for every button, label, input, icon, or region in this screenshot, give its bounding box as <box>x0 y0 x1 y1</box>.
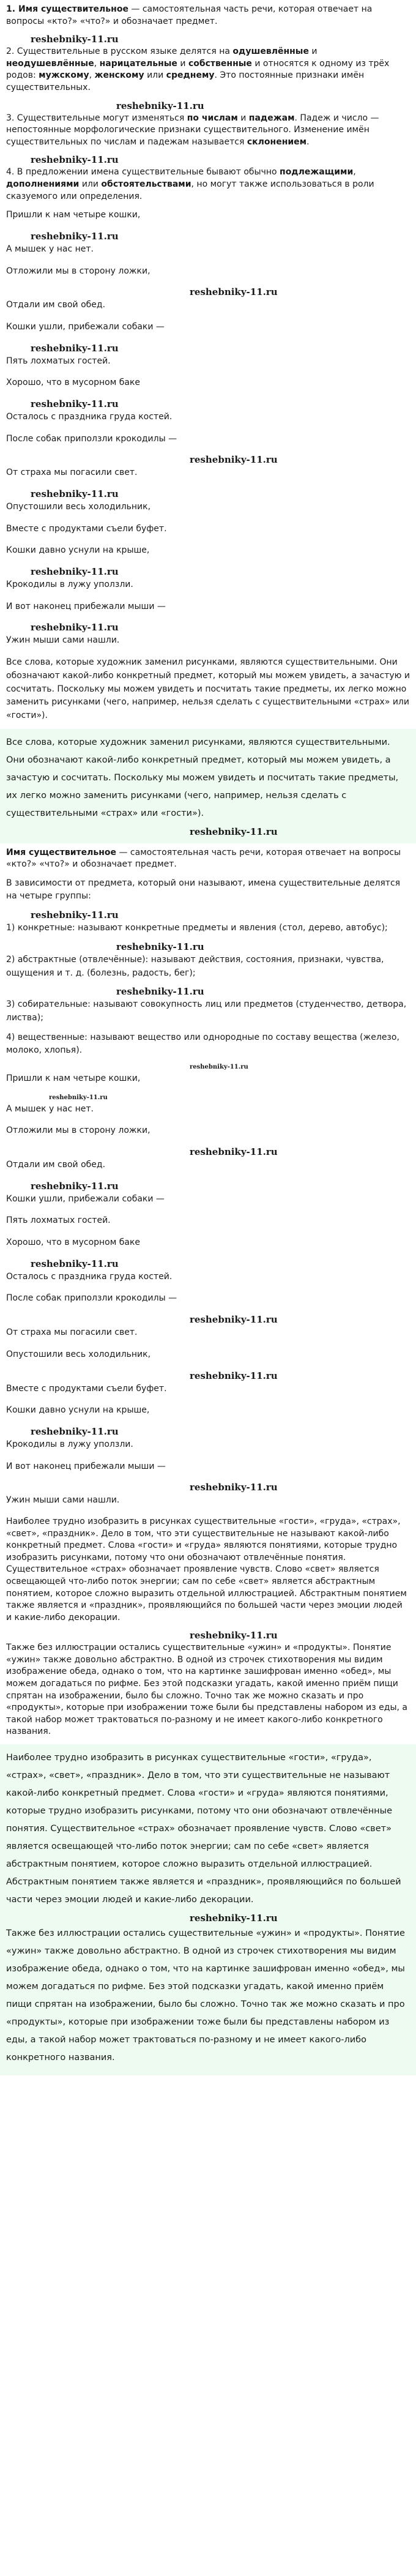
poem-line: Кошки ушли, прибежали собаки — <box>6 321 165 332</box>
poem-line: После собак приползли крокодилы — <box>6 1293 177 1304</box>
analysis-paragraph-1: Наиболее трудно изобразить в рисунках существительные «гости», «груда», «страх», «свет», «праздник». Дело в том, что эти существительные не называют какой-либо конкретный предмет. Слова «гости» и «груда» являются понятиями, которые трудно изобразить рисунками, потому что они обозначают отвлечённые понятия. Существительное «страх» обозначает проявление чувств. Слово «свет» является освещающей что-либо поток энергии; сам по себе «свет» является абстрактным понятием, которое сложно выразить отдельной иллюстрацией. Абстрактным понятием также является и «праздник», проявляющийся по большей части через эмоции людей и какие-либо декорации. <box>6 1516 407 1622</box>
theory-text: — самостоятельная часть речи, которая отвечает на вопросы «кто?» «что?» и обозначает предмет. <box>6 4 373 26</box>
group-item: 1) конкретные: называют конкретные предметы и явления (стол, дерево, автобус); <box>6 923 388 933</box>
poem-line: Пять лохматых гостей. <box>6 356 111 366</box>
theory-text: . Это постоянные признаки имён существительных. <box>6 70 365 92</box>
analysis-paragraph-highlighted-1: Наиболее трудно изобразить в рисунках существительные «гости», «груда», «страх», «свет», «праздник». Дело в том, что эти существительные не называют какой-либо конкретный предмет. Слова «гости» и «груда» являются понятиями, которые трудно изобразить рисунками, потому что они обозначают отвлечённые понятия. Существительное «страх» обозначает проявление чувств. Слово «свет» является освещающей что-либо поток энергии; сам по себе «свет» является абстрактным понятием, которое сложно выразить отдельной иллюстрацией. Абстрактным понятием также является и «праздник», проявляющийся по большей части через эмоции людей и какие-либо декорации. <box>6 1753 401 1905</box>
poem-line: Вместе с продуктами съели буфет. <box>6 1383 167 1394</box>
poem-line: Кошки давно уснули на крыше, <box>6 545 150 556</box>
analysis-paragraph-highlighted-2: Также без иллюстрации остались существительные «ужин» и «продукты». Понятие «ужин» также довольно абстрактно. В одной из строчек стихотворения мы видим изображение обеда, однако о том, что на картинке зашифрован именно «обед», мы можем догадаться по рифме. Без этой подсказки угадать, какой именно приём пищи спрятан на изображении, было бы сложно. Точно так же можно сказать и про «продукты», которые при изображении тоже были бы представлены набором из еды, а такой набор может трактоваться по-разному и не имеет какого-либо конкретного названия. <box>6 1928 405 2063</box>
poem-line: Крокодилы в лужу уползли. <box>6 1439 133 1449</box>
watermark: reshebniky-11.ru <box>116 986 204 998</box>
theory-term: нарицательные <box>99 58 177 69</box>
watermark: reshebniky-11.ru <box>31 342 119 354</box>
highlighted-answer <box>0 729 416 843</box>
theory-point-1 <box>6 4 410 28</box>
theory-term: мужскому <box>39 70 89 81</box>
poem-line: После собак приползли крокодилы — <box>6 433 177 444</box>
poem-line: А мышек у нас нет. <box>6 1103 94 1114</box>
theory-text: и <box>177 58 188 69</box>
poem-line: Отдали им свой обед. <box>6 300 106 310</box>
poem-line: Отдали им свой обед. <box>6 1160 106 1170</box>
theory-term: женскому <box>94 70 144 81</box>
poem-line: От страха мы погасили свет. <box>6 1327 138 1338</box>
answer-text-highlighted: Все слова, которые художник заменил рисунками, являются существительными. Они обозначают какой-либо конкретный предмет, который мы можем увидеть, а зачастую и сосчитать. Поскольку мы можем увидеть и посчитать такие предметы, их легко можно заменить рисунками (чего, например, нельзя сделать с существительными «страх» или «гости»). <box>6 737 399 818</box>
theory-text: и относятся к одному из трёх родов: <box>6 58 390 81</box>
watermark: reshebniky-11.ru <box>190 826 278 837</box>
theory-term: обстоятельствами <box>101 179 191 189</box>
watermark: reshebniky-11.ru <box>190 1913 278 1924</box>
theory-term: собственные <box>188 58 252 69</box>
watermark: reshebniky-11.ru <box>190 454 278 466</box>
theory2-section <box>6 847 410 1058</box>
theory-text: или <box>79 179 102 189</box>
watermark: reshebniky-11.ru <box>31 34 119 45</box>
watermark: reshebniky-11.ru <box>116 941 204 952</box>
theory-term: дополнениями <box>6 179 80 189</box>
poem-line: Вместе с продуктами съели буфет. <box>6 523 167 534</box>
poem-line: Ужин мыши сами нашли. <box>6 635 120 646</box>
theory-text: , <box>353 167 356 177</box>
watermark: reshebniky-11.ru <box>190 1630 278 1641</box>
poem-line: Отложили мы в сторону ложки, <box>6 1126 150 1136</box>
definition <box>6 847 410 871</box>
poem-line: Пришли к нам четыре кошки, <box>6 210 141 220</box>
theory-section <box>6 4 410 203</box>
poem-line: Пять лохматых гостей. <box>6 1215 111 1226</box>
theory-text: . <box>306 136 310 147</box>
poem-line: От страха мы погасили свет. <box>6 468 138 478</box>
theory-term: склонением <box>247 136 307 147</box>
theory-text: , <box>89 70 95 81</box>
group-item: 2) абстрактные (отвлечённые): называют действия, состояния, признаки, чувства, ощущения и т. д. (болезнь, радость, бег); <box>6 954 384 978</box>
watermark: reshebniky-11.ru <box>190 1370 278 1381</box>
highlighted-analysis <box>0 1744 416 2075</box>
watermark: reshebniky-11.ru <box>31 1180 119 1192</box>
watermark: reshebniky-11.ru <box>31 154 119 166</box>
watermark: reshebniky-11.ru <box>31 909 119 921</box>
watermark: reshebniky-11.ru <box>116 100 204 111</box>
watermark: reshebniky-11.ru <box>31 230 119 242</box>
group-item: 3) собирательные: называют совокупность лиц или предметов (студенчество, детвора, листва); <box>6 999 407 1023</box>
poem-block-1 <box>6 209 410 648</box>
poem-line: Отложили мы в сторону ложки, <box>6 266 150 276</box>
poem-line: Хорошо, что в мусорном баке <box>6 378 141 388</box>
poem-line: Кошки давно уснули на крыше, <box>6 1405 150 1416</box>
watermark: reshebniky-11.ru <box>31 1258 119 1269</box>
answer-text: Все слова, которые художник заменил рисунками, являются существительными. Они обозначают какой-либо конкретный предмет, который мы можем увидеть, а зачастую и сосчитать. Поскольку мы можем увидеть и посчитать такие предметы, их легко можно заменить рисунками (чего, например, нельзя сделать с существительными «страх» или «гости»). <box>6 657 410 720</box>
watermark: reshebniky-11.ru <box>190 1146 278 1157</box>
poem-line: Хорошо, что в мусорном баке <box>6 1238 141 1248</box>
theory-text: . Падеж и число — непостоянные морфологические признаки существительного. Изменение имён существительных по числам и падежам называется <box>6 113 379 147</box>
poem-line: Опустошили весь холодильник, <box>6 1349 151 1359</box>
poem-line: Осталось с праздника груда костей. <box>6 411 173 422</box>
watermark: reshebniky-11.ru <box>31 566 119 578</box>
poem-line: Крокодилы в лужу уползли. <box>6 580 133 590</box>
theory-text: 3. Существительные могут изменяться <box>6 113 187 123</box>
theory-text: 4. В предложении имена существительные бывают обычно <box>6 167 280 177</box>
definition-text: — самостоятельная часть речи, которая отвечает на вопросы «кто?» «что?» и обозначает предмет. <box>6 847 401 870</box>
poem-block-2 <box>6 1064 410 1507</box>
watermark: reshebniky-11.ru <box>31 1425 119 1437</box>
poem-line: Опустошили весь холодильник, <box>6 502 151 512</box>
watermark: reshebniky-11.ru <box>31 488 119 499</box>
theory-term: падежам <box>248 113 295 123</box>
theory-point-2 <box>6 46 410 94</box>
poem-line: И вот наконец прибежали мыши — <box>6 1461 166 1471</box>
groups-intro: В зависимости от предмета, который они называют, имена существительные делятся на четыре группы: <box>6 878 401 902</box>
analysis-paragraph-2: Также без иллюстрации остались существительные «ужин» и «продукты». Понятие «ужин» также довольно абстрактно. В одной из строчек стихотворения мы видим изображение обеда, однако о том, что на картинке зашифрован именно «обед», мы можем догадаться по рифме. Без этой подсказки угадать, какой именно приём пищи спрятан на изображении, было бы сложно. Точно так же можно сказать и про «продукты», которые при изображении тоже были бы представлены набором из еды, а такой набор может трактоваться по-разному и не имеет какого-либо конкретного названия. <box>6 1643 408 1737</box>
theory-point-4 <box>6 166 410 203</box>
poem-line: Ужин мыши сами нашли. <box>6 1495 120 1506</box>
poem-line: Осталось с праздника груда костей. <box>6 1271 173 1282</box>
theory-term: неодушевлённые <box>6 58 94 69</box>
theory-term: одушевлённые <box>232 47 309 57</box>
poem-line: И вот наконец прибежали мыши — <box>6 601 166 611</box>
poem-line: Кошки ушли, прибежали собаки — <box>6 1193 165 1204</box>
watermark: reshebniky-11.ru <box>190 1482 278 1493</box>
watermark: reshebniky-11.ru <box>190 286 278 298</box>
theory-text: или <box>144 70 166 81</box>
definition-term: Имя существительное <box>6 847 117 857</box>
theory-term: среднему <box>166 70 215 81</box>
theory-text: , <box>94 58 100 69</box>
analysis-section <box>6 1516 410 1738</box>
theory-term: 1. <box>6 4 18 14</box>
watermark: reshebniky-11.ru <box>31 622 119 633</box>
theory-text: и <box>237 113 249 123</box>
poem-line: А мышек у нас нет. <box>6 244 94 254</box>
theory-text: , но могут также использоваться в роли сказуемого или определения. <box>6 179 374 201</box>
poem-line: Пришли к нам четыре кошки, <box>6 1073 141 1083</box>
theory-term: подлежащими <box>280 167 354 177</box>
theory-term: по числам <box>187 113 238 123</box>
watermark: reshebniky-11.ru <box>190 1314 278 1326</box>
group-item: 4) вещественные: называют вещество или однородные по составу вещества (железо, молоко, хлопья). <box>6 1032 399 1056</box>
watermark: reshebniky-11.ru <box>190 1063 248 1070</box>
theory-text: 2. Существительные в русском языке делятся на <box>6 47 233 57</box>
watermark: reshebniky-11.ru <box>49 1094 108 1101</box>
theory-point-3 <box>6 113 410 149</box>
watermark: reshebniky-11.ru <box>31 398 119 409</box>
theory-text: и <box>308 47 318 57</box>
theory-term: Имя существительное <box>18 4 128 14</box>
